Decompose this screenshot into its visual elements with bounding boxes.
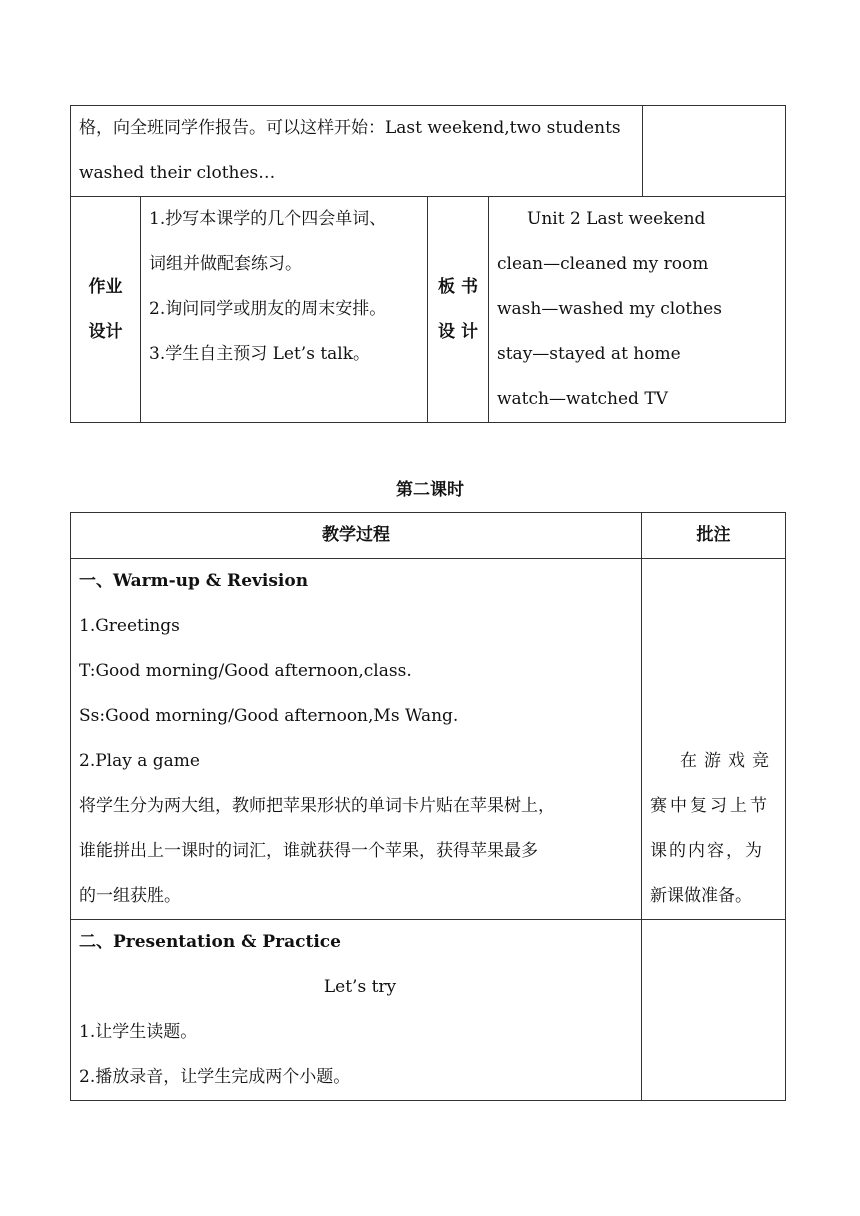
section1-line: 将学生分为两大组，教师把苹果形状的单词卡片贴在苹果树上， — [79, 796, 555, 816]
board-label: 设 计 — [438, 321, 478, 342]
section1-note-line: 在游戏竞 — [680, 751, 776, 771]
lesson-plan-table-main — [70, 512, 786, 1101]
homework-content-cell — [141, 197, 428, 423]
notes-header: 批注 — [642, 513, 786, 559]
report-note-cell — [643, 106, 786, 197]
section1-line: Ss:Good morning/Good afternoon,Ms Wang. — [79, 706, 459, 726]
homework-item: 词组并做配套练习。 — [149, 254, 302, 274]
homework-label: 作业 — [88, 276, 123, 297]
homework-board-row — [71, 197, 786, 423]
section1-heading: 一、Warm-up & Revision — [79, 571, 309, 591]
board-label: 板 书 — [438, 276, 478, 297]
report-cell — [71, 106, 643, 197]
section1-line: 谁能拼出上一课时的词汇，谁就获得一个苹果，获得苹果最多 — [79, 841, 538, 861]
header-row — [71, 513, 786, 559]
board-line: clean—cleaned my room — [497, 254, 709, 274]
homework-item: 3.学生自主预习 Let’s talk。 — [149, 344, 371, 364]
section1-note-line: 赛中复习上节 — [650, 796, 770, 816]
board-line: wash—washed my clothes — [497, 299, 722, 319]
homework-item: 2.询问同学或朋友的周末安排。 — [149, 299, 387, 319]
section2-note-cell — [642, 920, 786, 1101]
homework-item: 1.抄写本课学的几个四会单词、 — [149, 209, 387, 229]
section1-cell — [71, 559, 642, 920]
section2-line: 1.让学生读题。 — [79, 1022, 198, 1042]
board-title: Unit 2 Last weekend — [527, 209, 706, 229]
section2-line: 2.播放录音，让学生完成两个小题。 — [79, 1067, 351, 1087]
report-row — [71, 106, 786, 197]
board-label-cell — [428, 197, 489, 423]
homework-label-cell — [71, 197, 141, 423]
board-line: watch—watched TV — [497, 389, 668, 409]
report-line: washed their clothes… — [79, 163, 276, 183]
section2-subheading: Let’s try — [323, 977, 397, 997]
section2-row — [71, 920, 786, 1101]
section1-note-cell — [642, 559, 786, 920]
lesson-plan-table-top — [70, 105, 786, 423]
section1-line: 2.Play a game — [79, 751, 200, 771]
process-header: 教学过程 — [71, 513, 642, 559]
section1-line: T:Good morning/Good afternoon,class. — [79, 661, 412, 681]
section1-line: 的一组获胜。 — [79, 886, 181, 906]
section1-row — [71, 559, 786, 920]
board-content-cell — [489, 197, 786, 423]
board-line: stay—stayed at home — [497, 344, 681, 364]
section1-note-line: 新课做准备。 — [650, 886, 752, 906]
report-line: 格，向全班同学作报告。可以这样开始：Last weekend,two students — [79, 118, 621, 138]
section2-cell — [71, 920, 642, 1101]
section1-note-line: 课的内容，为 — [650, 841, 764, 861]
section1-line: 1.Greetings — [79, 616, 180, 636]
lesson-title: 第二课时 — [396, 480, 464, 500]
section2-heading: 二、Presentation & Practice — [79, 932, 341, 952]
homework-label: 设计 — [88, 321, 123, 342]
